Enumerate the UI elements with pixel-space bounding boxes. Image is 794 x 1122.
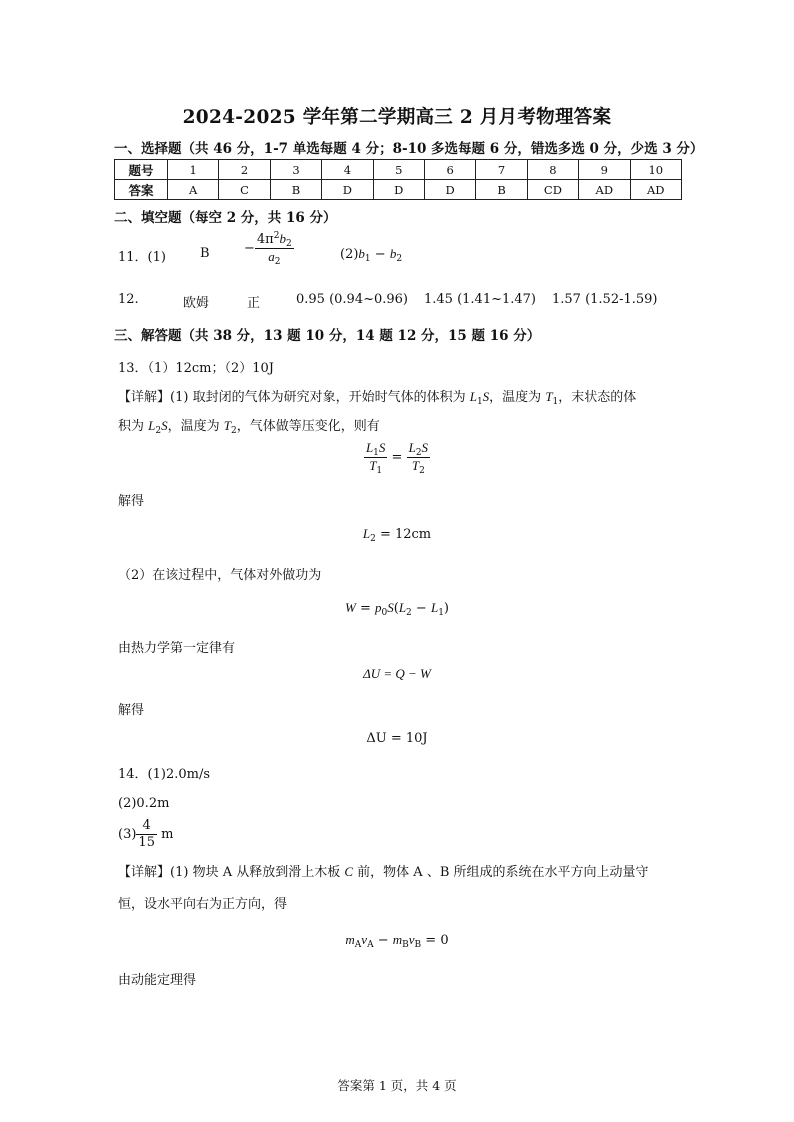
part-label: (3) [118,827,137,842]
q13-part2-text: （2）在该过程中，气体对外做功为 [118,568,322,583]
table-header-number: 题号 [115,160,168,180]
var-T: T [223,418,231,433]
sub: 1 [376,466,383,476]
equation-rhs: = 0 [421,933,449,948]
table-cell: AD [579,180,630,200]
equation-rhs: = 12cm [375,527,432,542]
table-cell: D [322,180,373,200]
fraction-numerator [255,232,294,249]
equals-sign: = [387,450,407,465]
table-cell: 4 [322,160,373,180]
paren: ) [443,601,449,616]
table-cell: 3 [270,160,321,180]
var-L: L [365,440,374,455]
text-run: ，末状态的体 [558,390,637,405]
detail-tag: 【详解】 [118,390,171,405]
q14-answer-2: (2)0.2m [118,796,170,811]
var-b1: b [358,246,365,261]
sub-1: 1 [364,254,371,264]
table-cell: B [476,180,527,200]
q13-answer-summary: 13．（1）12cm；（2）10J [118,361,274,376]
q12-answer-3: 0.95 (0.94~0.96) [296,292,409,307]
section-fill-heading: 二、填空题（每空 2 分，共 16 分） [114,210,337,226]
sub: 2 [419,466,425,476]
q13-equation-3 [0,600,794,616]
var-L: L [408,440,416,455]
var-C: C [344,864,354,879]
q13-equation-4 [0,666,794,682]
page-title: 2024-2025 学年第二学期高三 2 月月考物理答案 [182,107,612,128]
table-row-numbers [115,160,682,180]
q12-answer-4: 1.45 (1.41~1.47) [424,292,537,307]
text-run: ，气体做等压变化，则有 [236,419,380,434]
numerator-coef: 4π [256,232,274,247]
sub: 2 [406,608,412,618]
q14-detail-line-2: 恒，设水平向右为正方向，得 [118,897,288,912]
var-L: L [430,600,439,615]
q12-number: 12. [118,292,139,307]
minus-sign: − [244,241,255,256]
text-run: (1) 取封闭的气体为研究对象，开始时气体的体积为 [170,390,470,405]
fraction-numerator [364,441,387,458]
q13-equation-2 [0,526,794,542]
text-run: ，温度为 [489,390,546,405]
minus-sign: − [373,933,393,948]
sub: 2 [155,426,162,436]
q12-answer-2: 正 [247,296,261,311]
q13-equation-1 [0,441,794,474]
var-S: S [161,418,168,433]
sub: 0 [381,608,388,618]
q14-answer-3 [118,819,173,850]
sub: B [414,940,422,950]
fraction-left [364,441,387,474]
text-run: ，温度为 [167,419,224,434]
q14-answer-1: 14．(1)2.0m/s [118,767,211,782]
minus-sign: − [411,601,431,616]
q12-answer-5: 1.57 (1.52-1.59) [552,292,658,307]
sub: A [354,940,362,950]
detail-tag: 【详解】 [118,865,171,880]
var-L: L [362,526,371,541]
var-L: L [469,389,477,404]
q13-detail-line-2 [118,415,380,434]
sub: 1 [438,608,444,618]
q11-number: 11．(1) [118,250,166,265]
var-b2: b [389,246,397,261]
sub: A [367,940,374,950]
table-cell: D [424,180,475,200]
page-footer: 答案第 1 页，共 4 页 [337,1078,457,1093]
equals-sign: = [355,601,375,616]
var-v: v [361,932,368,947]
q13-detail-line-1 [118,386,636,405]
table-cell: 2 [219,160,270,180]
table-header-answer: 答案 [115,180,168,200]
table-cell: A [168,180,219,200]
var-m: m [392,932,403,947]
fraction-denominator [407,458,430,474]
q13-solve-label-1: 解得 [118,494,145,509]
q13-solve-label-2: 解得 [118,703,145,718]
q14-law-text: 由动能定理得 [118,973,197,988]
fraction [136,819,157,850]
denominator-var: a [268,249,275,264]
var-T: T [411,458,420,473]
numerator-sub: 2 [285,239,292,249]
var-m: m [345,932,355,947]
table-cell: 5 [373,160,424,180]
fraction-right [407,441,430,474]
sub: 2 [370,534,376,544]
table-cell: 10 [630,160,681,180]
equation-text: ΔU = Q − W [363,666,431,681]
table-cell: 6 [424,160,475,180]
fraction-denominator: 15 [138,835,155,850]
q11-fraction [255,232,294,265]
text-run: (1) 物块 A 从释放到滑上木板 [170,865,345,880]
table-cell: 1 [168,160,219,180]
sub: B [402,940,409,950]
q12-answer-1: 欧姆 [183,296,210,311]
section-choice-heading: 一、选择题（共 46 分，1-7 单选每题 4 分；8-10 多选每题 6 分，错选多选 0 分，少选 3 分） [114,141,704,157]
sub: 2 [230,426,237,436]
sub: 1 [476,397,483,407]
denominator-sub: 2 [274,257,281,267]
sub: 1 [373,448,379,458]
var-L: L [148,418,156,433]
var-L: L [398,600,407,615]
fraction-denominator [255,249,294,265]
fraction-numerator: 4 [136,819,157,835]
table-cell: C [219,180,270,200]
unit: m [161,827,174,842]
var-W: W [344,600,356,615]
var-v: v [408,932,415,947]
table-cell: 8 [527,160,578,180]
q14-equation-1 [0,932,794,948]
table-cell: AD [630,180,681,200]
var-S: S [378,440,386,455]
q11-answer-2 [244,232,294,265]
sub: 2 [415,448,422,458]
answer-table [114,159,682,200]
var-S: S [421,440,429,455]
section-solve-heading: 三、解答题（共 38 分，13 题 10 分，14 题 12 分，15 题 16 分） [114,328,541,344]
numerator-var: b [279,231,286,246]
numerator-exp: 2 [273,231,280,241]
table-cell: 9 [579,160,630,180]
q13-law-text: 由热力学第一定律有 [118,641,236,656]
q11-part2 [340,246,402,262]
q11-answer-1: B [200,246,210,261]
text-run: 前，物体 A 、B 所组成的系统在水平方向上动量守 [353,865,649,880]
q14-detail-line-1 [118,861,649,880]
table-cell: CD [527,180,578,200]
var-S: S [482,389,490,404]
fraction-denominator [364,458,387,474]
part-label: (2) [340,247,359,262]
var-S: S [387,600,394,615]
q13-equation-5: ΔU = 10J [366,731,428,746]
table-cell: D [373,180,424,200]
minus-sign: − [370,247,390,262]
table-row-answers [115,180,682,200]
text-run: 积为 [118,419,149,434]
sub: 1 [552,397,559,407]
paren: ( [393,601,399,616]
fraction-numerator [407,441,430,458]
var-p: p [375,600,382,615]
var-T: T [545,389,553,404]
table-cell: B [270,180,321,200]
sub-2: 2 [396,254,403,264]
table-cell: 7 [476,160,527,180]
var-T: T [369,458,377,473]
